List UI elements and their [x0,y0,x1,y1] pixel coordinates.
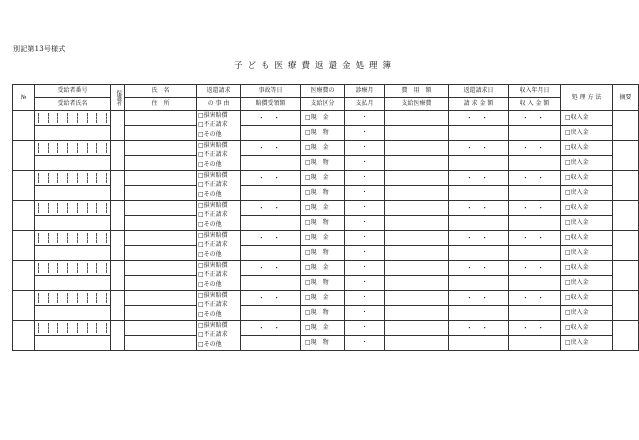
reason-damages-checkbox[interactable]: □損害賠償 [198,172,228,179]
ledger-row-bottom [13,306,639,321]
processing-refund-checkbox[interactable]: □戻入金 [561,126,613,141]
reason-damages-checkbox[interactable]: □損害賠償 [198,232,228,239]
payment-goods-checkbox[interactable]: □現 物 [301,186,345,201]
header-compensation: 賠償受領額 [241,98,301,111]
recipient-name-cell[interactable] [35,186,111,201]
guardian-cell[interactable] [111,111,125,141]
payment-goods-checkbox[interactable]: □現 物 [301,126,345,141]
ledger-row-top [13,291,639,306]
guardian-cell[interactable] [111,231,125,261]
treatment-month-cell[interactable]: ・ [345,201,385,216]
reason-fraud-checkbox[interactable]: □不正請求 [198,121,228,129]
claim-amount-cell[interactable] [449,246,509,261]
reason-other-checkbox[interactable]: □その他 [198,190,222,198]
claim-amount-cell[interactable] [449,306,509,321]
row-no-cell[interactable] [13,231,35,261]
remarks-cell[interactable] [613,261,639,291]
reason-fraud-checkbox[interactable]: □不正請求 [198,271,228,279]
payment-month-cell[interactable]: ・ [345,246,385,261]
receipt-date-cell[interactable]: ・ ・ [509,291,561,306]
receipt-date-cell[interactable]: ・ ・ [509,141,561,156]
processing-refund-checkbox[interactable]: □戻入金 [561,216,613,231]
cost-cell[interactable] [385,321,449,336]
payment-goods-checkbox[interactable]: □現 物 [301,306,345,321]
header-row-2 [13,98,639,111]
header-treatment-month: 診療月 [345,85,385,98]
header-address: 住 所 [125,98,197,111]
processing-refund-checkbox[interactable]: □戻入金 [561,276,613,291]
treatment-month-cell[interactable]: ・ [345,231,385,246]
recipient-number-boxes[interactable] [38,203,107,213]
header-payment-class: 支給区分 [301,98,345,111]
processing-refund-checkbox[interactable]: □戻入金 [561,186,613,201]
reason-fraud-checkbox[interactable]: □不正請求 [198,181,228,189]
ledger-row-bottom [13,126,639,141]
reason-cell[interactable] [197,111,241,141]
reason-damages-checkbox[interactable]: □損害賠償 [198,142,228,149]
paid-expense-cell[interactable] [385,336,449,351]
payment-month-cell[interactable]: ・ [345,276,385,291]
claim-date-cell[interactable]: ・ ・ [449,141,509,156]
receipt-date-cell[interactable]: ・ ・ [509,111,561,126]
payment-month-cell[interactable]: ・ [345,306,385,321]
header-reason-top: 返還請求 [197,85,241,98]
accident-date-cell[interactable]: ・ ・ [241,171,301,186]
reason-cell[interactable] [197,171,241,201]
header-recipient-name: 受給者氏名 [35,98,111,111]
recipient-number-cell[interactable] [35,171,111,186]
reason-other-checkbox[interactable]: □その他 [198,130,222,138]
recipient-number-boxes[interactable] [38,263,107,273]
row-no-cell[interactable] [13,111,35,141]
cost-cell[interactable] [385,261,449,276]
guardian-cell[interactable] [111,321,125,351]
recipient-number-boxes[interactable] [38,293,107,303]
name-cell[interactable] [125,321,197,336]
address-cell[interactable] [125,336,197,351]
receipt-amount-cell[interactable] [509,156,561,171]
payment-cash-checkbox[interactable]: □現 金 [301,201,345,216]
recipient-number-boxes[interactable] [38,143,107,153]
address-cell[interactable] [125,156,197,171]
address-cell[interactable] [125,186,197,201]
reason-cell[interactable] [197,261,241,291]
recipient-number-cell[interactable] [35,291,111,306]
payment-cash-checkbox[interactable]: □現 金 [301,291,345,306]
paid-expense-cell[interactable] [385,306,449,321]
guardian-cell[interactable] [111,171,125,201]
header-name: 氏 名 [125,85,197,98]
reason-other-checkbox[interactable]: □その他 [198,310,222,318]
compensation-cell[interactable] [241,246,301,261]
header-paid-expense: 支給医療費 [385,98,449,111]
payment-goods-checkbox[interactable]: □現 物 [301,246,345,261]
header-guardian: 保護者 [111,85,125,111]
name-cell[interactable] [125,171,197,186]
compensation-cell[interactable] [241,186,301,201]
receipt-amount-cell[interactable] [509,216,561,231]
reason-cell[interactable] [197,321,241,351]
receipt-amount-cell[interactable] [509,246,561,261]
remarks-cell[interactable] [613,291,639,321]
ledger-row-top [13,141,639,156]
cost-cell[interactable] [385,201,449,216]
remarks-cell[interactable] [613,321,639,351]
name-cell[interactable] [125,261,197,276]
header-cost: 費 用 額 [385,85,449,98]
payment-cash-checkbox[interactable]: □現 金 [301,261,345,276]
compensation-cell[interactable] [241,306,301,321]
header-medical-fee: 医療費の [301,85,345,98]
recipient-name-cell[interactable] [35,306,111,321]
reason-other-checkbox[interactable]: □その他 [198,220,222,228]
processing-refund-checkbox[interactable]: □戻入金 [561,156,613,171]
accident-date-cell[interactable]: ・ ・ [241,321,301,336]
reason-fraud-checkbox[interactable]: □不正請求 [198,331,228,339]
processing-income-checkbox[interactable]: □収入金 [561,201,613,216]
paid-expense-cell[interactable] [385,246,449,261]
header-receipt-amount: 収 入 金 額 [509,98,561,111]
row-no-cell[interactable] [13,321,35,351]
recipient-name-cell[interactable] [35,126,111,141]
ledger-row-top [13,321,639,336]
guardian-cell[interactable] [111,201,125,231]
ledger-row-bottom [13,186,639,201]
paid-expense-cell[interactable] [385,126,449,141]
cost-cell[interactable] [385,291,449,306]
accident-date-cell[interactable]: ・ ・ [241,261,301,276]
remarks-cell[interactable] [613,141,639,171]
reason-fraud-checkbox[interactable]: □不正請求 [198,211,228,219]
ledger-row-bottom [13,156,639,171]
row-no-cell[interactable] [13,201,35,231]
header-accident-date: 事故等日 [241,85,301,98]
recipient-name-cell[interactable] [35,156,111,171]
processing-income-checkbox[interactable]: □収入金 [561,171,613,186]
recipient-number-cell[interactable] [35,201,111,216]
payment-cash-checkbox[interactable]: □現 金 [301,141,345,156]
processing-refund-checkbox[interactable]: □戻入金 [561,336,613,351]
ledger-row-top [13,261,639,276]
row-no-cell[interactable] [13,291,35,321]
row-no-cell[interactable] [13,171,35,201]
receipt-amount-cell[interactable] [509,276,561,291]
compensation-cell[interactable] [241,216,301,231]
ledger-body [13,111,639,351]
recipient-number-boxes[interactable] [38,113,107,123]
reason-damages-checkbox[interactable]: □損害賠償 [198,202,228,209]
treatment-month-cell[interactable]: ・ [345,321,385,336]
reason-cell[interactable] [197,291,241,321]
header-claim-amount: 請 求 金 額 [449,98,509,111]
reason-other-checkbox[interactable]: □その他 [198,280,222,288]
header-payment-month: 支払月 [345,98,385,111]
name-cell[interactable] [125,201,197,216]
payment-month-cell[interactable]: ・ [345,216,385,231]
ledger-row-bottom [13,246,639,261]
paid-expense-cell[interactable] [385,186,449,201]
recipient-number-boxes[interactable] [38,173,107,183]
refund-ledger-table [12,84,639,351]
reason-cell[interactable] [197,231,241,261]
guardian-cell[interactable] [111,141,125,171]
header-receipt-date: 収入年月日 [509,85,561,98]
receipt-amount-cell[interactable] [509,186,561,201]
paid-expense-cell[interactable] [385,216,449,231]
recipient-number-boxes[interactable] [38,233,107,243]
payment-cash-checkbox[interactable]: □現 金 [301,321,345,336]
address-cell[interactable] [125,246,197,261]
paid-expense-cell[interactable] [385,276,449,291]
recipient-number-cell[interactable] [35,231,111,246]
recipient-name-cell[interactable] [35,276,111,291]
receipt-date-cell[interactable]: ・ ・ [509,231,561,246]
header-claim-date: 返還請求日 [449,85,509,98]
paid-expense-cell[interactable] [385,156,449,171]
claim-amount-cell[interactable] [449,186,509,201]
compensation-cell[interactable] [241,156,301,171]
treatment-month-cell[interactable]: ・ [345,141,385,156]
header-remarks: 摘要 [613,85,639,111]
accident-date-cell[interactable]: ・ ・ [241,201,301,216]
accident-date-cell[interactable]: ・ ・ [241,231,301,246]
reason-other-checkbox[interactable]: □その他 [198,340,222,348]
claim-amount-cell[interactable] [449,336,509,351]
receipt-amount-cell[interactable] [509,126,561,141]
accident-date-cell[interactable]: ・ ・ [241,141,301,156]
form-title: 子ども医療費返還金処理簿 [233,61,396,71]
claim-date-cell[interactable]: ・ ・ [449,321,509,336]
cost-cell[interactable] [385,141,449,156]
name-cell[interactable] [125,141,197,156]
recipient-number-cell[interactable] [35,141,111,156]
remarks-cell[interactable] [613,201,639,231]
claim-date-cell[interactable]: ・ ・ [449,291,509,306]
recipient-number-cell[interactable] [35,111,111,126]
name-cell[interactable] [125,291,197,306]
reason-other-checkbox[interactable]: □その他 [198,160,222,168]
ledger-row-top [13,201,639,216]
address-cell[interactable] [125,216,197,231]
cost-cell[interactable] [385,111,449,126]
payment-goods-checkbox[interactable]: □現 物 [301,156,345,171]
claim-amount-cell[interactable] [449,156,509,171]
processing-income-checkbox[interactable]: □収入金 [561,231,613,246]
compensation-cell[interactable] [241,126,301,141]
payment-month-cell[interactable]: ・ [345,186,385,201]
header-row-1 [13,85,639,98]
recipient-number-cell[interactable] [35,261,111,276]
claim-date-cell[interactable]: ・ ・ [449,171,509,186]
payment-cash-checkbox[interactable]: □現 金 [301,171,345,186]
guardian-cell[interactable] [111,261,125,291]
payment-goods-checkbox[interactable]: □現 物 [301,216,345,231]
claim-amount-cell[interactable] [449,216,509,231]
ledger-row-top [13,111,639,126]
compensation-cell[interactable] [241,276,301,291]
processing-income-checkbox[interactable]: □収入金 [561,291,613,306]
reason-other-checkbox[interactable]: □その他 [198,250,222,258]
receipt-date-cell[interactable]: ・ ・ [509,261,561,276]
name-cell[interactable] [125,111,197,126]
row-no-cell[interactable] [13,261,35,291]
cost-cell[interactable] [385,171,449,186]
claim-date-cell[interactable]: ・ ・ [449,201,509,216]
remarks-cell[interactable] [613,231,639,261]
name-cell[interactable] [125,231,197,246]
cost-cell[interactable] [385,231,449,246]
header-reason-bottom: の 事 由 [197,98,241,111]
claim-amount-cell[interactable] [449,126,509,141]
ledger-row-bottom [13,216,639,231]
ledger-row-top [13,231,639,246]
recipient-name-cell[interactable] [35,246,111,261]
accident-date-cell[interactable]: ・ ・ [241,291,301,306]
payment-goods-checkbox[interactable]: □現 物 [301,276,345,291]
processing-income-checkbox[interactable]: □収入金 [561,111,613,126]
address-cell[interactable] [125,306,197,321]
processing-income-checkbox[interactable]: □収入金 [561,141,613,156]
receipt-date-cell[interactable]: ・ ・ [509,321,561,336]
payment-month-cell[interactable]: ・ [345,336,385,351]
reason-fraud-checkbox[interactable]: □不正請求 [198,241,228,249]
address-cell[interactable] [125,276,197,291]
ledger-row-top [13,171,639,186]
treatment-month-cell[interactable]: ・ [345,171,385,186]
reason-cell[interactable] [197,201,241,231]
reason-damages-checkbox[interactable]: □損害賠償 [198,322,228,329]
remarks-cell[interactable] [613,111,639,141]
ledger-row-bottom [13,336,639,351]
claim-date-cell[interactable]: ・ ・ [449,261,509,276]
header-recipient-number: 受給者番号 [35,85,111,98]
reason-fraud-checkbox[interactable]: □不正請求 [198,301,228,309]
remarks-cell[interactable] [613,171,639,201]
receipt-date-cell[interactable]: ・ ・ [509,201,561,216]
ledger-row-bottom [13,276,639,291]
receipt-amount-cell[interactable] [509,336,561,351]
processing-refund-checkbox[interactable]: □戻入金 [561,246,613,261]
recipient-name-cell[interactable] [35,336,111,351]
claim-date-cell[interactable]: ・ ・ [449,111,509,126]
processing-income-checkbox[interactable]: □収入金 [561,261,613,276]
recipient-number-cell[interactable] [35,321,111,336]
reason-damages-checkbox[interactable]: □損害賠償 [198,292,228,299]
payment-month-cell[interactable]: ・ [345,126,385,141]
processing-income-checkbox[interactable]: □収入金 [561,321,613,336]
claim-date-cell[interactable]: ・ ・ [449,231,509,246]
header-processing: 処 理 方 法 [561,85,613,111]
receipt-date-cell[interactable]: ・ ・ [509,171,561,186]
receipt-amount-cell[interactable] [509,306,561,321]
reason-damages-checkbox[interactable]: □損害賠償 [198,112,228,119]
reason-damages-checkbox[interactable]: □損害賠償 [198,262,228,269]
payment-goods-checkbox[interactable]: □現 物 [301,336,345,351]
accident-date-cell[interactable]: ・ ・ [241,111,301,126]
payment-month-cell[interactable]: ・ [345,156,385,171]
treatment-month-cell[interactable]: ・ [345,261,385,276]
recipient-name-cell[interactable] [35,216,111,231]
header-no: № [13,85,35,111]
reason-cell[interactable] [197,141,241,171]
payment-cash-checkbox[interactable]: □現 金 [301,111,345,126]
compensation-cell[interactable] [241,336,301,351]
reason-fraud-checkbox[interactable]: □不正請求 [198,151,228,159]
treatment-month-cell[interactable]: ・ [345,111,385,126]
guardian-cell[interactable] [111,291,125,321]
row-no-cell[interactable] [13,141,35,171]
processing-refund-checkbox[interactable]: □戻入金 [561,306,613,321]
form-number-label: 別記第13号様式 [13,45,66,53]
recipient-number-boxes[interactable] [38,323,107,333]
address-cell[interactable] [125,126,197,141]
payment-cash-checkbox[interactable]: □現 金 [301,231,345,246]
claim-amount-cell[interactable] [449,276,509,291]
treatment-month-cell[interactable]: ・ [345,291,385,306]
